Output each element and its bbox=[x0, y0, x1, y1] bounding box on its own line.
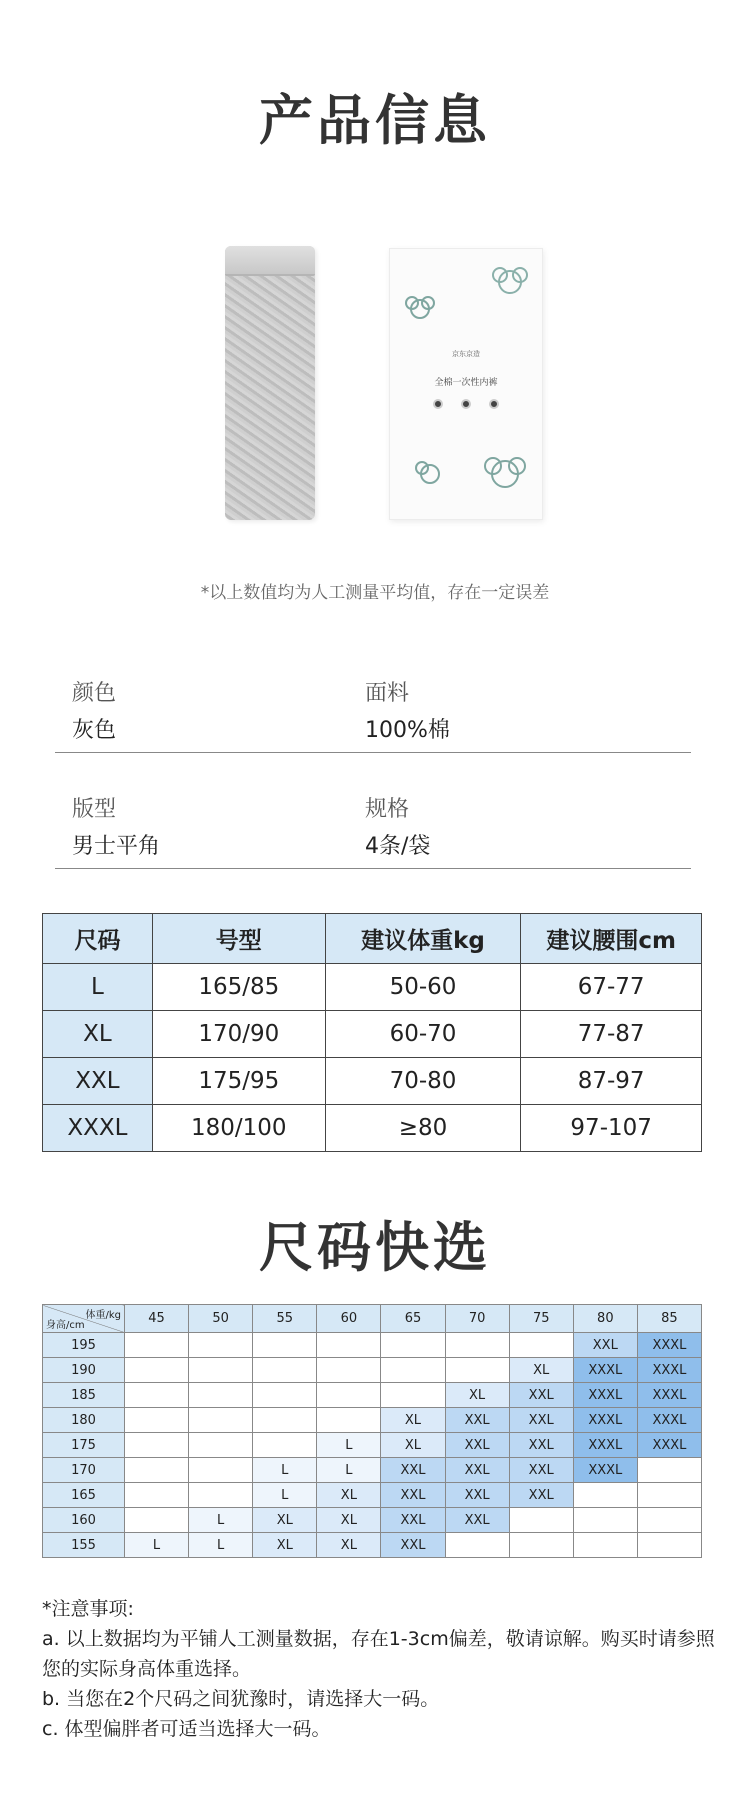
size-recommendation-cell bbox=[509, 1508, 573, 1533]
size-recommendation-cell bbox=[125, 1458, 189, 1483]
size-recommendation-cell: XL bbox=[317, 1533, 381, 1558]
header-cell: 号型 bbox=[152, 914, 325, 964]
size-recommendation-cell bbox=[637, 1533, 701, 1558]
table-cell: ≥80 bbox=[325, 1105, 521, 1152]
height-header-cell: 185 bbox=[43, 1383, 125, 1408]
notes-title: *注意事项: bbox=[42, 1598, 134, 1620]
size-recommendation-cell: XXXL bbox=[637, 1383, 701, 1408]
size-recommendation-cell: XXXL bbox=[573, 1458, 637, 1483]
size-cell: XXXL bbox=[43, 1105, 153, 1152]
weight-header-cell: 80 bbox=[573, 1305, 637, 1333]
size-recommendation-cell bbox=[637, 1458, 701, 1483]
weight-header-cell: 75 bbox=[509, 1305, 573, 1333]
size-recommendation-cell bbox=[445, 1358, 509, 1383]
table-cell: 70-80 bbox=[325, 1058, 521, 1105]
size-quick-select-grid bbox=[42, 1304, 702, 1558]
size-recommendation-cell: XXL bbox=[509, 1483, 573, 1508]
size-recommendation-cell bbox=[381, 1383, 445, 1408]
height-header-cell: 155 bbox=[43, 1533, 125, 1558]
size-recommendation-cell bbox=[189, 1358, 253, 1383]
header-cell: 尺码 bbox=[43, 914, 153, 964]
size-recommendation-cell bbox=[125, 1483, 189, 1508]
size-recommendation-cell bbox=[381, 1358, 445, 1383]
table-cell: 67-77 bbox=[521, 964, 702, 1011]
size-recommendation-cell bbox=[573, 1533, 637, 1558]
size-recommendation-cell: XXL bbox=[509, 1433, 573, 1458]
weight-header-cell: 50 bbox=[189, 1305, 253, 1333]
size-recommendation-cell: XXXL bbox=[573, 1408, 637, 1433]
grid-row bbox=[43, 1333, 702, 1358]
size-recommendation-cell bbox=[509, 1333, 573, 1358]
table-cell: 87-97 bbox=[521, 1058, 702, 1105]
fabric-label: 面料 bbox=[365, 681, 410, 706]
color-label: 颜色 bbox=[72, 681, 117, 706]
size-recommendation-cell bbox=[253, 1408, 317, 1433]
spec-value: 4条/袋 bbox=[365, 834, 431, 859]
size-recommendation-cell: XXL bbox=[445, 1433, 509, 1458]
measurement-note: *以上数值均为人工测量平均值，存在一定误差 bbox=[200, 583, 550, 603]
grid-row bbox=[43, 1433, 702, 1458]
height-header-cell: 160 bbox=[43, 1508, 125, 1533]
feature-dot bbox=[433, 399, 443, 409]
feature-dot bbox=[489, 399, 499, 409]
cotton-flower-icon bbox=[400, 289, 440, 329]
size-recommendation-cell: XL bbox=[445, 1383, 509, 1408]
size-recommendation-cell bbox=[189, 1458, 253, 1483]
size-recommendation-cell bbox=[637, 1483, 701, 1508]
height-header-cell: 170 bbox=[43, 1458, 125, 1483]
size-recommendation-cell: XXL bbox=[445, 1458, 509, 1483]
notes-block bbox=[42, 1594, 722, 1744]
size-recommendation-cell: XXXL bbox=[637, 1333, 701, 1358]
table-row bbox=[43, 964, 702, 1011]
size-recommendation-cell: XXXL bbox=[637, 1358, 701, 1383]
table-row bbox=[43, 1011, 702, 1058]
grid-row bbox=[43, 1358, 702, 1383]
size-recommendation-cell: XL bbox=[253, 1533, 317, 1558]
height-header-cell: 175 bbox=[43, 1433, 125, 1458]
size-recommendation-cell bbox=[253, 1383, 317, 1408]
size-recommendation-cell: XXL bbox=[573, 1333, 637, 1358]
size-recommendation-cell: L bbox=[189, 1533, 253, 1558]
color-value: 灰色 bbox=[72, 718, 117, 743]
size-recommendation-cell bbox=[189, 1433, 253, 1458]
size-cell: L bbox=[43, 964, 153, 1011]
height-header-cell: 195 bbox=[43, 1333, 125, 1358]
spec-label: 规格 bbox=[365, 797, 410, 822]
size-recommendation-cell bbox=[125, 1508, 189, 1533]
size-recommendation-cell bbox=[189, 1483, 253, 1508]
divider bbox=[55, 868, 691, 869]
size-recommendation-cell: XL bbox=[509, 1358, 573, 1383]
table-cell: 170/90 bbox=[152, 1011, 325, 1058]
size-recommendation-cell bbox=[189, 1333, 253, 1358]
height-axis-label: 身高/cm bbox=[46, 1320, 85, 1331]
size-recommendation-cell: XL bbox=[317, 1508, 381, 1533]
grid-row bbox=[43, 1533, 702, 1558]
table-cell: 97-107 bbox=[521, 1105, 702, 1152]
table-cell: 50-60 bbox=[325, 964, 521, 1011]
size-table-header bbox=[43, 914, 702, 964]
size-recommendation-cell bbox=[125, 1408, 189, 1433]
size-recommendation-cell: XXL bbox=[445, 1508, 509, 1533]
size-recommendation-cell: XL bbox=[253, 1508, 317, 1533]
grid-row bbox=[43, 1408, 702, 1433]
grid-row bbox=[43, 1458, 702, 1483]
size-recommendation-cell bbox=[189, 1408, 253, 1433]
note-b: b. 当您在2个尺码之间犹豫时，请选择大一码。 bbox=[42, 1688, 440, 1710]
product-bag-image bbox=[389, 248, 543, 520]
size-recommendation-cell: XXXL bbox=[573, 1383, 637, 1408]
size-recommendation-cell bbox=[509, 1533, 573, 1558]
size-recommendation-cell bbox=[317, 1358, 381, 1383]
weight-header-cell: 55 bbox=[253, 1305, 317, 1333]
size-recommendation-cell bbox=[253, 1433, 317, 1458]
bag-feature-dots bbox=[390, 399, 542, 409]
size-recommendation-cell bbox=[317, 1383, 381, 1408]
fit-value: 男士平角 bbox=[72, 834, 161, 859]
fabric-value: 100%棉 bbox=[365, 718, 450, 743]
size-recommendation-cell: L bbox=[317, 1458, 381, 1483]
note-c: c. 体型偏胖者可适当选择大一码。 bbox=[42, 1718, 331, 1740]
grid-row bbox=[43, 1508, 702, 1533]
grid-corner bbox=[43, 1305, 125, 1333]
size-recommendation-cell: L bbox=[253, 1458, 317, 1483]
grid-header-row bbox=[43, 1305, 702, 1333]
size-recommendation-cell bbox=[317, 1333, 381, 1358]
size-recommendation-cell: XXL bbox=[381, 1483, 445, 1508]
size-recommendation-cell: XXL bbox=[509, 1408, 573, 1433]
size-recommendation-cell: XXXL bbox=[637, 1408, 701, 1433]
size-recommendation-cell: XXL bbox=[445, 1483, 509, 1508]
size-recommendation-cell: L bbox=[189, 1508, 253, 1533]
grid-row bbox=[43, 1383, 702, 1408]
size-recommendation-cell bbox=[381, 1333, 445, 1358]
section-title-size-quick-select: 尺码快选 bbox=[259, 1216, 491, 1279]
size-recommendation-cell bbox=[189, 1383, 253, 1408]
size-recommendation-cell bbox=[445, 1533, 509, 1558]
weight-header-cell: 70 bbox=[445, 1305, 509, 1333]
size-recommendation-cell: XXXL bbox=[637, 1433, 701, 1458]
cotton-flower-icon bbox=[485, 257, 535, 307]
weight-header-cell: 85 bbox=[637, 1305, 701, 1333]
size-recommendation-cell: L bbox=[317, 1433, 381, 1458]
size-cell: XXL bbox=[43, 1058, 153, 1105]
header-cell: 建议体重kg bbox=[325, 914, 521, 964]
fit-label: 版型 bbox=[72, 797, 117, 822]
cotton-flower-icon bbox=[410, 454, 450, 494]
size-recommendation-cell bbox=[573, 1483, 637, 1508]
size-recommendation-cell bbox=[573, 1508, 637, 1533]
weight-header-cell: 45 bbox=[125, 1305, 189, 1333]
size-chart-table bbox=[42, 913, 702, 1152]
bag-brand: 京东京造 bbox=[452, 350, 480, 358]
table-cell: 180/100 bbox=[152, 1105, 325, 1152]
size-recommendation-cell: XXL bbox=[509, 1383, 573, 1408]
waistband bbox=[225, 246, 315, 276]
grid-row bbox=[43, 1483, 702, 1508]
size-recommendation-cell bbox=[445, 1333, 509, 1358]
weight-header-cell: 65 bbox=[381, 1305, 445, 1333]
size-recommendation-cell bbox=[253, 1358, 317, 1383]
weight-axis-label: 体重/kg bbox=[85, 1310, 121, 1321]
gray-boxer-image bbox=[225, 246, 315, 520]
size-recommendation-cell bbox=[253, 1333, 317, 1358]
table-row bbox=[43, 1058, 702, 1105]
feature-dot bbox=[461, 399, 471, 409]
size-recommendation-cell: XXXL bbox=[573, 1433, 637, 1458]
header-cell: 建议腰围cm bbox=[521, 914, 702, 964]
size-recommendation-cell: XL bbox=[317, 1483, 381, 1508]
size-recommendation-cell bbox=[317, 1408, 381, 1433]
size-recommendation-cell bbox=[125, 1383, 189, 1408]
table-cell: 60-70 bbox=[325, 1011, 521, 1058]
size-recommendation-cell: XL bbox=[381, 1408, 445, 1433]
table-row bbox=[43, 1105, 702, 1152]
table-cell: 165/85 bbox=[152, 964, 325, 1011]
size-recommendation-cell: L bbox=[253, 1483, 317, 1508]
weight-header-cell: 60 bbox=[317, 1305, 381, 1333]
size-recommendation-cell: XXL bbox=[381, 1508, 445, 1533]
height-header-cell: 180 bbox=[43, 1408, 125, 1433]
size-recommendation-cell: XXL bbox=[445, 1408, 509, 1433]
cotton-flower-icon bbox=[475, 444, 535, 504]
note-a: a. 以上数据均为平铺人工测量数据，存在1-3cm偏差，敬请谅解。购买时请参照您的实际身高体重选择。 bbox=[42, 1628, 715, 1680]
size-recommendation-cell: XXXL bbox=[573, 1358, 637, 1383]
size-recommendation-cell bbox=[125, 1358, 189, 1383]
section-title-product-info: 产品信息 bbox=[259, 89, 491, 152]
size-cell: XL bbox=[43, 1011, 153, 1058]
table-cell: 77-87 bbox=[521, 1011, 702, 1058]
size-recommendation-cell bbox=[125, 1333, 189, 1358]
size-recommendation-cell: L bbox=[125, 1533, 189, 1558]
size-recommendation-cell: XL bbox=[381, 1433, 445, 1458]
table-cell: 175/95 bbox=[152, 1058, 325, 1105]
size-recommendation-cell: XXL bbox=[381, 1458, 445, 1483]
size-recommendation-cell bbox=[637, 1508, 701, 1533]
height-header-cell: 165 bbox=[43, 1483, 125, 1508]
size-recommendation-cell: XXL bbox=[381, 1533, 445, 1558]
size-recommendation-cell: XXL bbox=[509, 1458, 573, 1483]
bag-product-name: 全棉一次性内裤 bbox=[434, 378, 498, 388]
size-recommendation-cell bbox=[125, 1433, 189, 1458]
divider bbox=[55, 752, 691, 753]
height-header-cell: 190 bbox=[43, 1358, 125, 1383]
